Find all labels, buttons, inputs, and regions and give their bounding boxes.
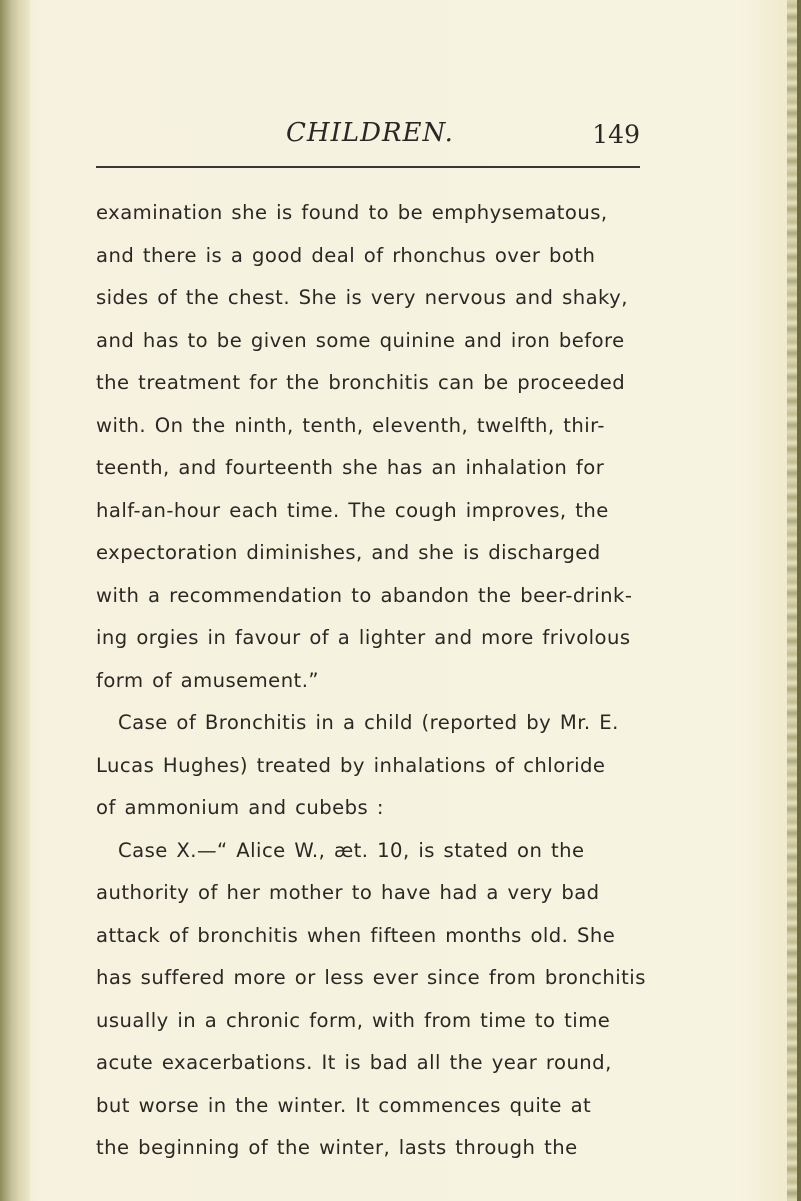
page-header — [96, 118, 644, 158]
text-line: Lucas Hughes) treated by inhalations of chloride — [96, 753, 606, 777]
text-line: but worse in the winter. It commences quite at — [96, 1093, 592, 1117]
text-line: the beginning of the winter, lasts through the — [96, 1136, 578, 1159]
text-line: form of amusement.” — [96, 668, 319, 692]
text-line: half-an-hour each time. The cough improves, the — [96, 498, 609, 522]
text-line: ing orgies in favour of a lighter and more frivolous — [96, 626, 631, 649]
text-line: and there is a good deal of rhonchus over both — [96, 243, 596, 267]
text-line: the treatment for the bronchitis can be proceeded — [96, 371, 626, 394]
page-gutter-shadow — [0, 0, 30, 1201]
text-line: teenth, and fourteenth she has an inhalation for — [96, 456, 605, 479]
running-head: CHILDREN. — [286, 118, 454, 148]
text-line: acute exacerbations. It is bad all the year round, — [96, 1051, 612, 1074]
text-line: expectoration diminishes, and she is discharged — [96, 541, 601, 564]
text-line: authority of her mother to have had a very bad — [96, 881, 600, 904]
text-line: has suffered more or less ever since from bronchitis — [96, 966, 646, 989]
body-text — [96, 192, 656, 1170]
text-line: usually in a chronic form, with from time to time — [96, 1008, 611, 1032]
paragraph-first-line: Case of Bronchitis in a child (reported by Mr. E. — [118, 711, 619, 734]
page-edge-dark — [797, 0, 801, 1201]
case-heading-line: Case X.—“ Alice W., æt. 10, is stated on the — [118, 838, 585, 862]
text-line: sides of the chest. She is very nervous and shaky, — [96, 286, 628, 309]
text-line: with a recommendation to abandon the beer-drink- — [96, 583, 633, 607]
text-line: and has to be given some quinine and iron before — [96, 328, 625, 352]
page-number: 149 — [592, 120, 640, 149]
text-line: attack of bronchitis when fifteen months old. She — [96, 923, 616, 947]
text-line: examination she is found to be emphysematous, — [96, 201, 608, 224]
text-line: with. On the ninth, tenth, eleventh, twelfth, thir- — [96, 413, 605, 437]
text-line: of ammonium and cubebs : — [96, 796, 384, 819]
header-rule — [96, 166, 640, 168]
